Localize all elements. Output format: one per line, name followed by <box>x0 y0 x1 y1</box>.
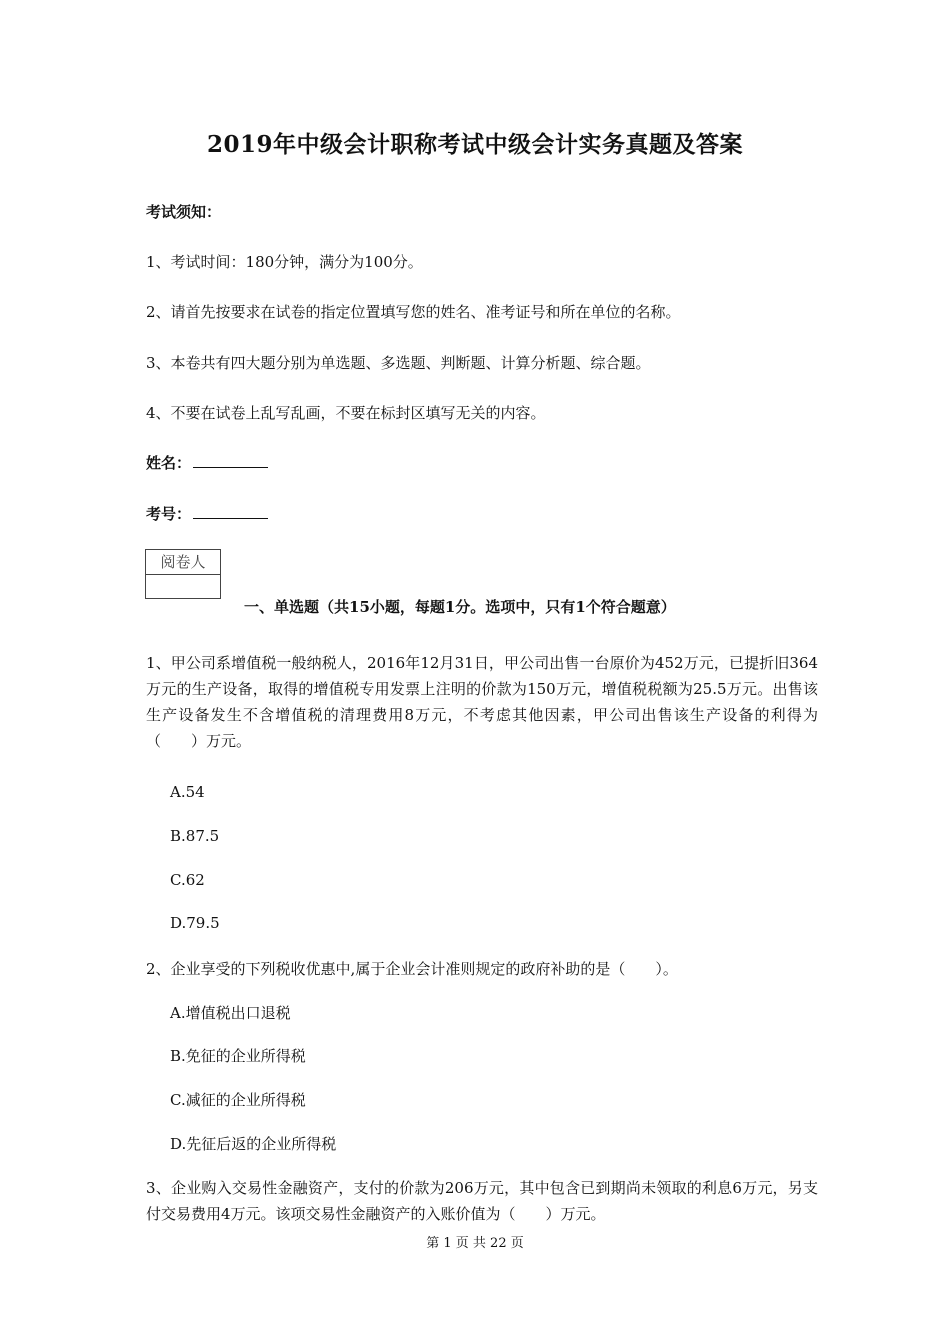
notice-item: 2、请首先按要求在试卷的指定位置填写您的姓名、准考证号和所在单位的名称。 <box>146 303 681 321</box>
exam-number-field[interactable] <box>146 503 268 524</box>
question-2-option-c: C.减征的企业所得税 <box>170 1091 306 1109</box>
notice-item: 1、考试时间：180分钟，满分为100分。 <box>146 253 423 271</box>
question-2-option-b: B.免征的企业所得税 <box>170 1047 306 1065</box>
name-field[interactable] <box>146 452 268 473</box>
question-2-option-d: D.先征后返的企业所得税 <box>170 1135 337 1153</box>
question-1-option-d: D.79.5 <box>170 914 220 932</box>
name-label: 姓名： <box>146 454 192 472</box>
question-3-text: 3、企业购入交易性金融资产，支付的价款为206万元，其中包含已到期尚未领取的利息6万元，另支付交易费用4万元。该项交易性金融资产的入账价值为（ ）万元。 <box>146 1179 818 1223</box>
page-footer: 第 1 页 共 22 页 <box>426 1236 524 1251</box>
grader-box <box>145 549 221 599</box>
question-1-option-c: C.62 <box>170 871 205 889</box>
document-title: 2019年中级会计职称考试中级会计实务真题及答案 <box>206 131 743 158</box>
question-1-option-b: B.87.5 <box>170 827 220 845</box>
question-2-text: 2、企业享受的下列税收优惠中,属于企业会计准则规定的政府补助的是（ ）。 <box>146 960 678 978</box>
exam-number-blank[interactable] <box>193 504 268 519</box>
name-blank[interactable] <box>193 453 268 468</box>
section-title: 一、单选题（共15小题，每题1分。选项中，只有1个符合题意） <box>244 598 676 616</box>
exam-number-label: 考号： <box>146 505 192 523</box>
notice-heading: 考试须知： <box>146 203 222 221</box>
question-1-text: 1、甲公司系增值税一般纳税人，2016年12月31日，甲公司出售一台原价为452万元，已提折旧364万元的生产设备，取得的增值税专用发票上注明的价款为150万元，增值税税额为25.5万元。出售该生产设备发生不含增值税的清理费用8万元，不考虑其他因素，甲公司出售该生产设备的利得为（ ）万元。 <box>146 654 818 750</box>
notice-item: 4、不要在试卷上乱写乱画，不要在标封区填写无关的内容。 <box>146 404 546 422</box>
question-2-option-a: A.增值税出口退税 <box>170 1004 291 1022</box>
question-1-option-a: A.54 <box>170 783 205 801</box>
grader-label: 阅卷人 <box>146 550 220 575</box>
notice-item: 3、本卷共有四大题分别为单选题、多选题、判断题、计算分析题、综合题。 <box>146 354 651 372</box>
